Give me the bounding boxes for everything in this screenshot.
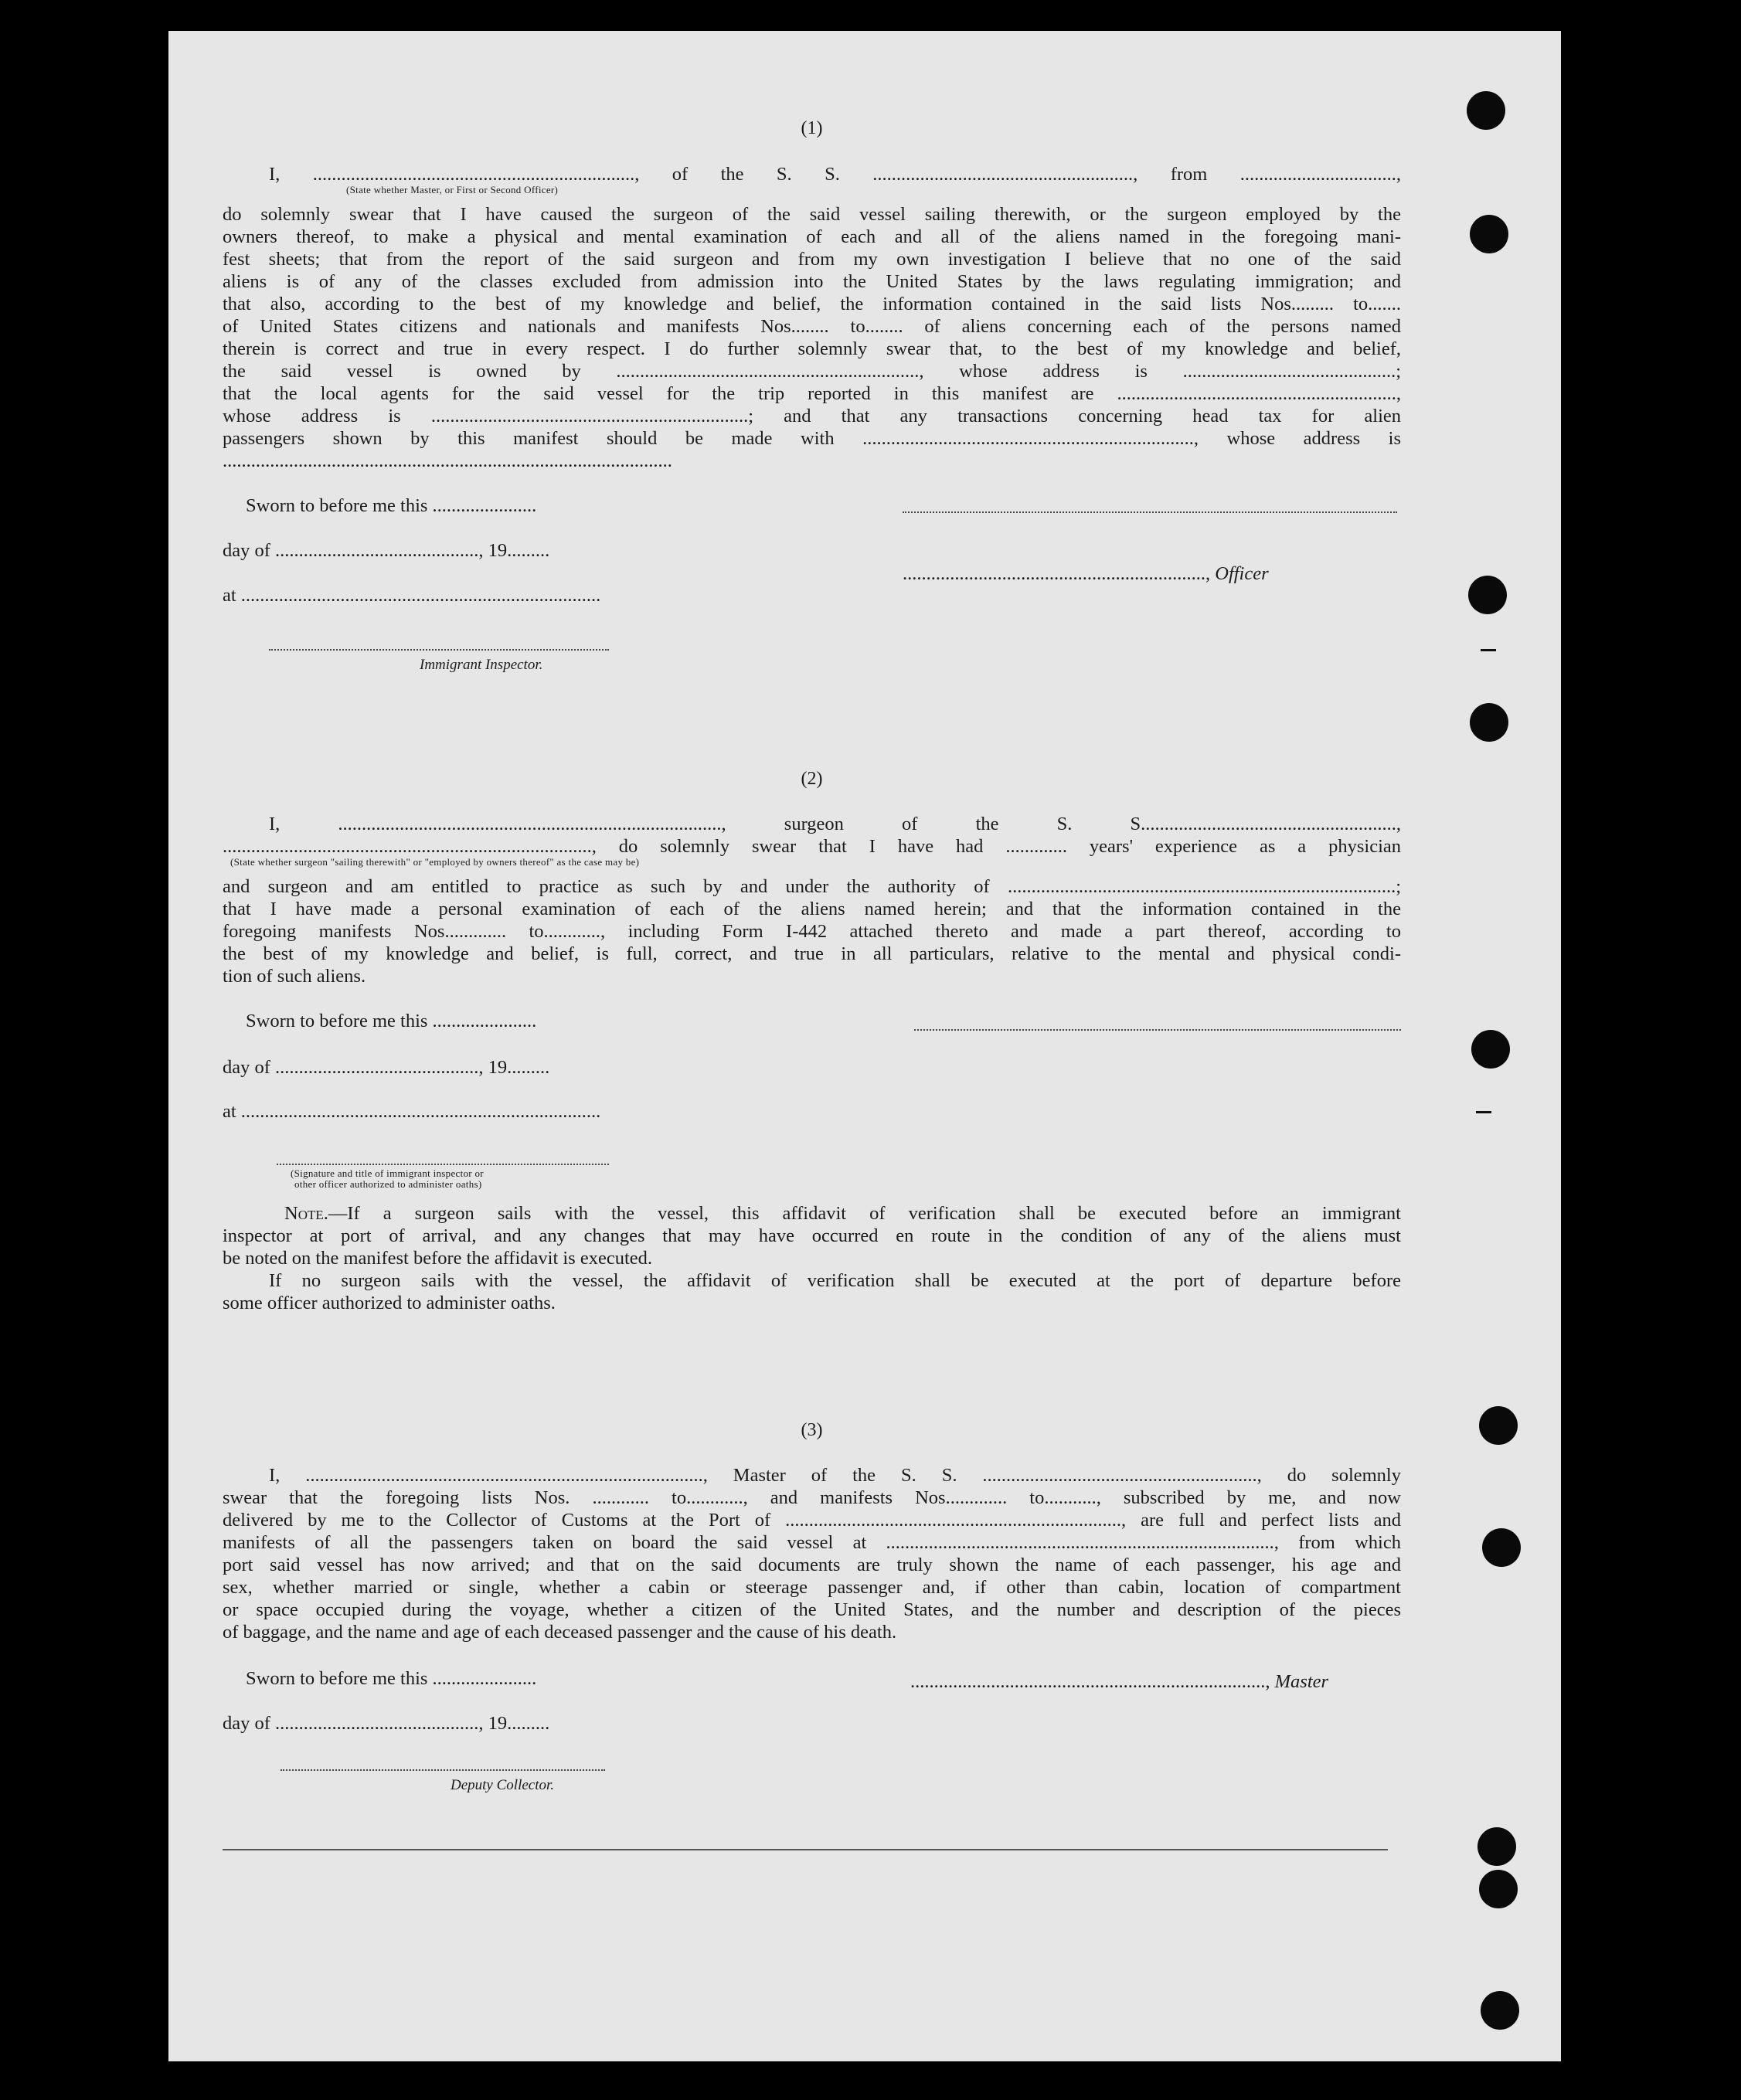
bottom-rule <box>223 1849 1388 1850</box>
margin-mark <box>1481 649 1496 651</box>
day-line: day of ..........................................., 19......... <box>223 1713 550 1734</box>
oath-line: owners thereof, to make a physical and mental examination of each and all of the aliens named in the foregoing mani- <box>223 226 1401 247</box>
oath-line: fest sheets; that from the report of the said surgeon and from my own investigation I believe that no one of the said <box>223 249 1401 270</box>
binder-hole <box>1471 1030 1510 1069</box>
oath-line: the best of my knowledge and belief, is full, correct, and true in all particulars, relative to the mental and physical condi- <box>223 943 1401 964</box>
sworn-line: Sworn to before me this ...................... <box>246 495 537 516</box>
signature-line <box>914 1029 1401 1031</box>
oath-line: I, ...................................................................................., Master of the S. S. .........................................................., do solemnly <box>269 1465 1401 1486</box>
oath-line: whose address is ...................................................................; and that any transactions concerning head tax for alien <box>223 406 1401 426</box>
binder-hole <box>1467 91 1505 130</box>
oath-line: .............................................................................., do solemnly swear that I have had ............. years' experience as a physician <box>223 836 1401 857</box>
signature-note: (Signature and title of immigrant inspector or <box>291 1167 484 1179</box>
binder-hole <box>1482 1528 1521 1567</box>
oath-line: tion of such aliens. <box>223 966 366 987</box>
note-line: If no surgeon sails with the vessel, the affidavit of verification shall be executed at the port of departure before <box>269 1270 1401 1291</box>
note-line: some officer authorized to administer oaths. <box>223 1293 556 1313</box>
binder-hole <box>1479 1870 1518 1908</box>
sworn-line: Sworn to before me this ...................... <box>246 1668 537 1689</box>
oath-line: port said vessel has now arrived; and that on the said documents are truly shown the name of each passenger, his age and <box>223 1555 1401 1575</box>
blank-line: ............................................................................................... <box>223 450 672 471</box>
oath-line: swear that the foregoing lists Nos. ............ to............, and manifests Nos............. to..........., subscribed by me, and now <box>223 1487 1401 1508</box>
binder-hole <box>1477 1827 1516 1866</box>
field-note: (State whether surgeon "sailing therewith" or "employed by owners thereof" as the case may be) <box>230 856 640 868</box>
signature-note: other officer authorized to administer oaths) <box>294 1178 482 1190</box>
oath-line: therein is correct and true in every respect. I do further solemnly swear that, to the best of my knowledge and belief, <box>223 338 1401 359</box>
form-content <box>223 31 1401 2061</box>
inspector-title: Immigrant Inspector. <box>420 657 543 673</box>
oath-line: of United States citizens and nationals and manifests Nos........ to........ of aliens concerning each of the persons named <box>223 316 1401 337</box>
binder-hole <box>1470 703 1508 742</box>
binder-hole <box>1470 215 1508 253</box>
day-line: day of ..........................................., 19......... <box>223 540 550 561</box>
binder-hole <box>1481 1991 1519 2030</box>
oath-line: sex, whether married or single, whether a cabin or steerage passenger and, if other than cabin, location of compartment <box>223 1577 1401 1598</box>
oath-line: that I have made a personal examination of each of the aliens named herein; and that the information contained in the <box>223 899 1401 919</box>
oath-line: of baggage, and the name and age of each deceased passenger and the cause of his death. <box>223 1622 897 1643</box>
document-page <box>168 31 1561 2061</box>
oath-line: and surgeon and am entitled to practice as such by and under the authority of ..................................................................................; <box>223 876 1401 897</box>
collector-title: Deputy Collector. <box>451 1777 555 1793</box>
sworn-line: Sworn to before me this ...................... <box>246 1011 537 1031</box>
oath-line: manifests of all the passengers taken on board the said vessel at .................................................................................., from which <box>223 1532 1401 1553</box>
signature-line <box>903 511 1397 513</box>
signature-title: Officer <box>1215 563 1269 584</box>
margin-mark <box>1476 1111 1491 1113</box>
oath-line: I, ...................................................................., of the S. S. ......................................................., from ................................., <box>269 164 1401 185</box>
master-signature: ..........................................................................., Master <box>910 1671 1329 1692</box>
signature-line <box>281 1769 605 1771</box>
binder-hole <box>1479 1406 1518 1445</box>
at-line: at ............................................................................ <box>223 1101 601 1122</box>
binder-hole <box>1468 576 1507 614</box>
oath-line: aliens is of any of the classes excluded from admission into the United States by the laws regulating immigration; and <box>223 271 1401 292</box>
note-line: be noted on the manifest before the affidavit is executed. <box>223 1248 653 1269</box>
signature-line <box>269 649 609 651</box>
note-label: Note. <box>284 1203 328 1224</box>
oath-line: I, ................................................................................., surgeon of the S. S......................................................, <box>269 814 1401 834</box>
oath-line: that also, according to the best of my knowledge and belief, the information contained in the said lists Nos......... to....... <box>223 294 1401 314</box>
oath-line: delivered by me to the Collector of Customs at the Port of ......................................................................., are full and perfect lists and <box>223 1510 1401 1531</box>
signature-line <box>277 1164 609 1165</box>
officer-signature: ................................................................, Officer <box>903 563 1269 584</box>
oath-line: do solemnly swear that I have caused the surgeon of the said vessel sailing therewith, or the surgeon employed by the <box>223 204 1401 225</box>
section-number: (3) <box>801 1420 823 1440</box>
signature-title: Master <box>1274 1671 1329 1692</box>
day-line: day of ..........................................., 19......... <box>223 1057 550 1078</box>
note-text: —If a surgeon sails with the vessel, this affidavit of verification shall be executed before an immigrant <box>328 1203 1401 1224</box>
oath-line: that the local agents for the said vessel for the trip reported in this manifest are ..........................................................., <box>223 383 1401 404</box>
section-number: (1) <box>801 118 823 138</box>
field-note: (State whether Master, or First or Second Officer) <box>346 184 559 195</box>
oath-line: or space occupied during the voyage, whether a citizen of the United States, and the number and description of the pieces <box>223 1599 1401 1620</box>
note-line: inspector at port of arrival, and any changes that may have occurred en route in the condition of any of the aliens must <box>223 1225 1401 1246</box>
section-number: (2) <box>801 769 823 789</box>
at-line: at ............................................................................ <box>223 585 601 606</box>
oath-line: the said vessel is owned by ................................................................, whose address is .............................................; <box>223 361 1401 382</box>
oath-line: passengers shown by this manifest should be made with ......................................................................, whose address is <box>223 428 1401 449</box>
note-line <box>223 1202 1401 1225</box>
oath-line: foregoing manifests Nos............. to............, including Form I-442 attached thereto and made a part thereof, according to <box>223 921 1401 942</box>
